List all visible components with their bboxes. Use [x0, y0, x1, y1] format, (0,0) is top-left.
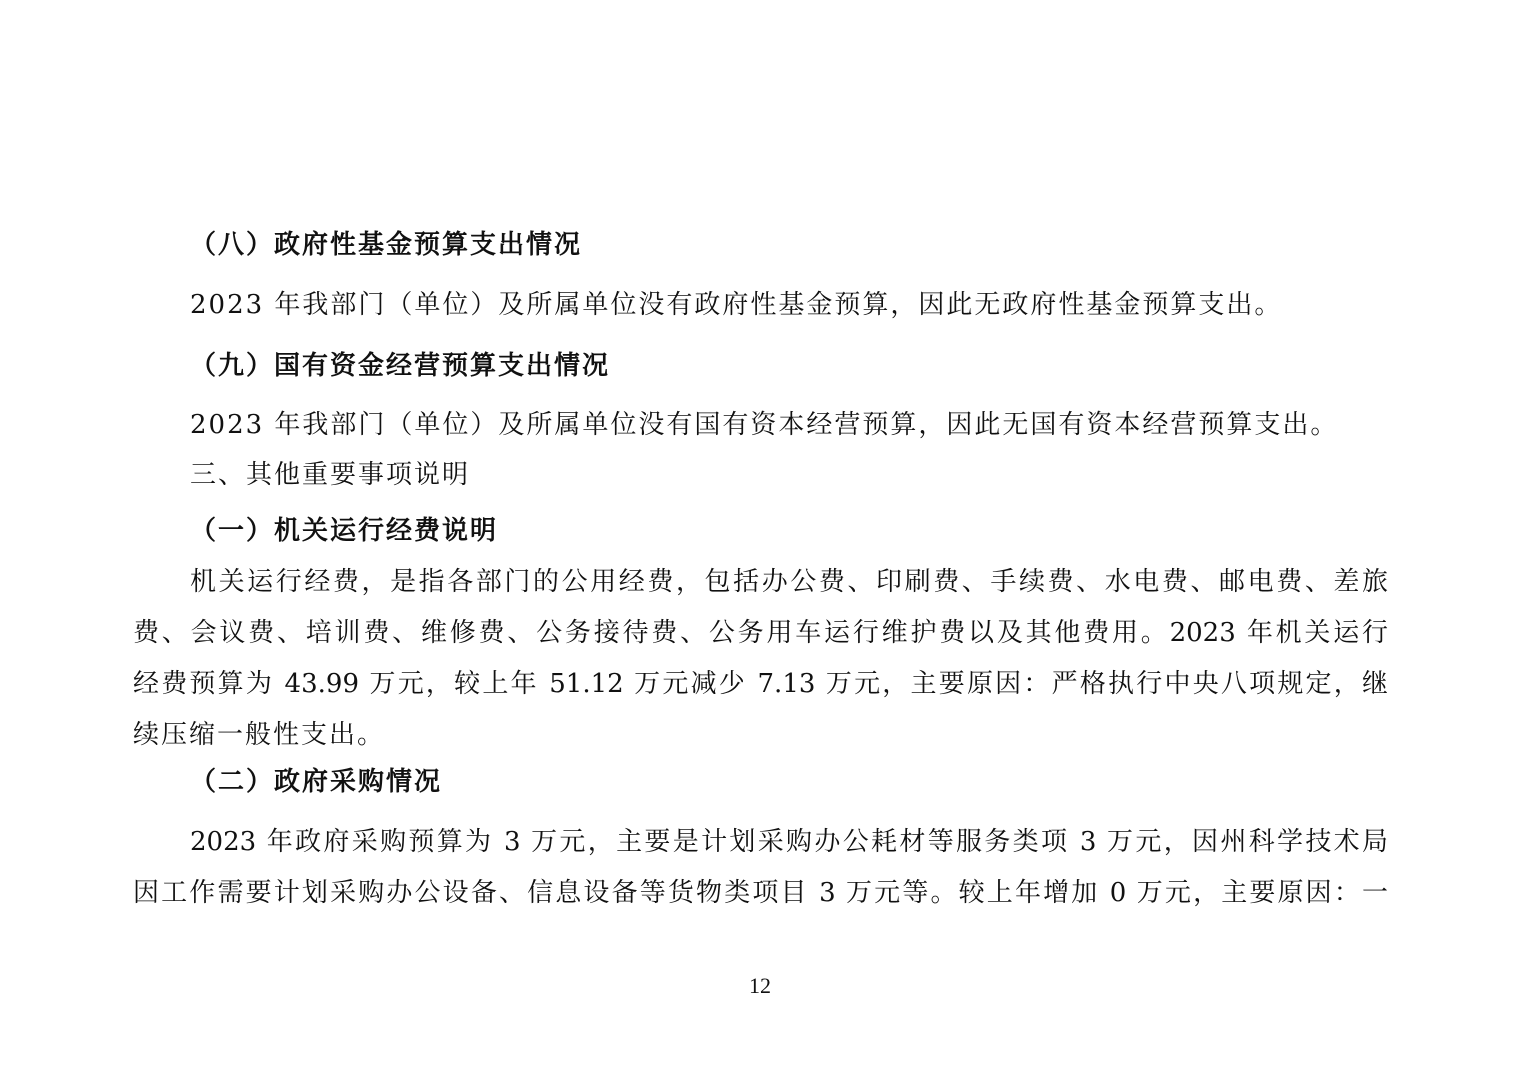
- heading-state-capital-expenditure: （九）国有资金经营预算支出情况: [190, 351, 611, 381]
- paragraph-line: 续压缩一般性支出。: [133, 720, 386, 750]
- paragraph-line: 机关运行经费，是指各部门的公用经费，包括办公费、印刷费、手续费、水电费、邮电费、差旅: [190, 567, 1388, 597]
- paragraph-line: 经费预算为 43.99 万元，较上年 51.12 万元减少 7.13 万元，主要原因：严格执行中央八项规定，继: [133, 669, 1388, 699]
- paragraph-line: 因工作需要计划采购办公设备、信息设备等货物类项目 3 万元等。较上年增加 0 万元，主要原因：一: [133, 878, 1388, 908]
- section-heading-other-matters: 三、其他重要事项说明: [190, 460, 471, 490]
- paragraph-state-capital-expenditure: 2023 年我部门（单位）及所属单位没有国有资本经营预算，因此无国有资本经营预算支出。: [190, 410, 1339, 440]
- paragraph-line: 2023 年政府采购预算为 3 万元，主要是计划采购办公耗材等服务类项 3 万元，因州科学技术局: [190, 827, 1388, 857]
- page-number: 12: [749, 973, 771, 998]
- subheading-government-procurement: （二）政府采购情况: [190, 767, 443, 797]
- subheading-agency-operating-costs: （一）机关运行经费说明: [190, 516, 499, 546]
- heading-government-fund-expenditure: （八）政府性基金预算支出情况: [190, 230, 583, 260]
- paragraph-line: 费、会议费、培训费、维修费、公务接待费、公务用车运行维护费以及其他费用。2023 年机关运行: [133, 618, 1388, 648]
- paragraph-government-fund-expenditure: 2023 年我部门（单位）及所属单位没有政府性基金预算，因此无政府性基金预算支出。: [190, 290, 1283, 320]
